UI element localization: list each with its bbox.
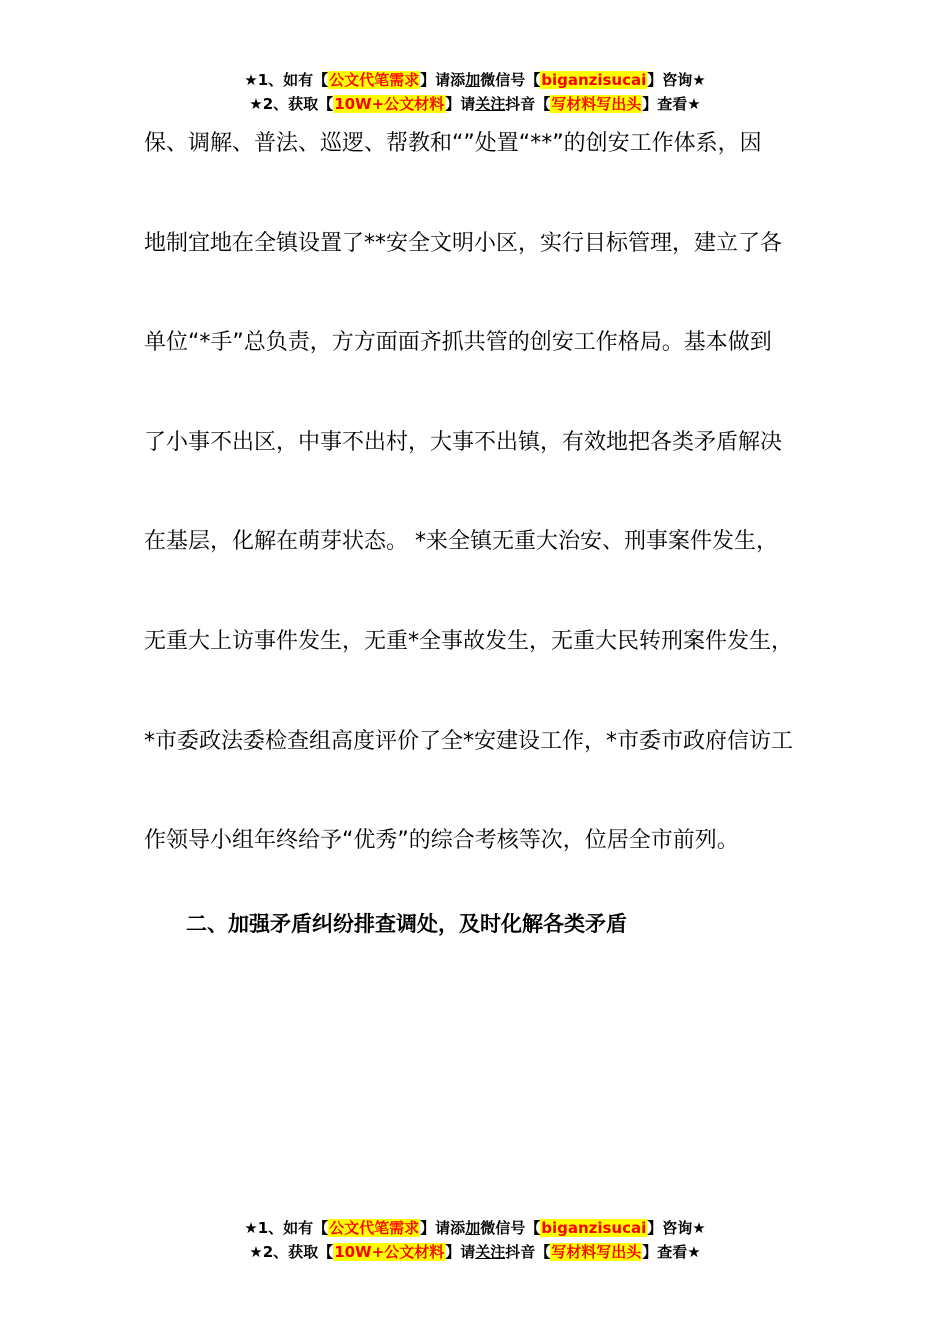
banner-text: 】咨询★ xyxy=(647,1219,706,1237)
banner-underlined-text: 加 xyxy=(465,71,481,89)
banner-line-2 xyxy=(0,92,950,116)
banner-highlight: 公文代笔需求 xyxy=(329,71,420,89)
banner-text: 抖音【 xyxy=(505,95,551,113)
banner-line-2 xyxy=(0,1240,950,1264)
banner-text: 微信号【 xyxy=(480,71,541,89)
paragraph-line: *市委政法委检查组高度评价了全*安建设工作，*市委市政府信访工 xyxy=(144,729,794,754)
banner-text: 】查看★ xyxy=(642,95,701,113)
banner-line-1 xyxy=(0,68,950,92)
banner-highlight: 10W+公文材料 xyxy=(334,95,445,113)
section-heading: 二、加强矛盾纠纷排查调处，及时化解各类矛盾 xyxy=(186,912,627,936)
banner-text: 抖音【 xyxy=(505,1243,551,1261)
banner-text: 】请添 xyxy=(420,1219,466,1237)
banner-underlined-text: 关注 xyxy=(475,1243,506,1261)
paragraph-line: 单位“*手”总负责，方方面面齐抓共管的创安工作格局。基本做到 xyxy=(144,330,772,355)
banner-highlight: 写材料写出头 xyxy=(551,95,642,113)
banner-text: ★1、如有【 xyxy=(244,1219,329,1237)
banner-highlight: biganzisucai xyxy=(541,1219,647,1237)
banner-highlight: 公文代笔需求 xyxy=(329,1219,420,1237)
banner-text: ★2、获取【 xyxy=(249,1243,334,1261)
banner-text: 】咨询★ xyxy=(647,71,706,89)
banner-text: 】请添 xyxy=(420,71,466,89)
banner-text: ★1、如有【 xyxy=(244,71,329,89)
footer-banner xyxy=(0,1216,950,1264)
banner-line-1 xyxy=(0,1216,950,1240)
banner-highlight: 10W+公文材料 xyxy=(334,1243,445,1261)
banner-underlined-text: 加 xyxy=(465,1219,481,1237)
paragraph-line: 作领导小组年终给予“优秀”的综合考核等次，位居全市前列。 xyxy=(144,828,739,853)
banner-highlight: 写材料写出头 xyxy=(551,1243,642,1261)
banner-text: 】请 xyxy=(445,1243,476,1261)
paragraph-line: 无重大上访事件发生，无重*全事故发生，无重大民转刑案件发生， xyxy=(144,629,794,654)
banner-text: 微信号【 xyxy=(480,1219,541,1237)
header-banner xyxy=(0,68,950,116)
banner-text: ★2、获取【 xyxy=(249,95,334,113)
paragraph-line: 地制宜地在全镇设置了**安全文明小区，实行目标管理，建立了各 xyxy=(144,231,783,256)
banner-underlined-text: 关注 xyxy=(475,95,506,113)
paragraph-line: 了小事不出区，中事不出村，大事不出镇，有效地把各类矛盾解决 xyxy=(144,430,783,455)
paragraph-line: 在基层，化解在萌芽状态。 *来全镇无重大治安、刑事案件发生， xyxy=(144,529,778,554)
banner-highlight: biganzisucai xyxy=(541,71,647,89)
paragraph-line: 保、调解、普法、巡逻、帮教和“”处置“**”的创安工作体系，因 xyxy=(144,131,762,156)
banner-text: 】请 xyxy=(445,95,476,113)
banner-text: 】查看★ xyxy=(642,1243,701,1261)
